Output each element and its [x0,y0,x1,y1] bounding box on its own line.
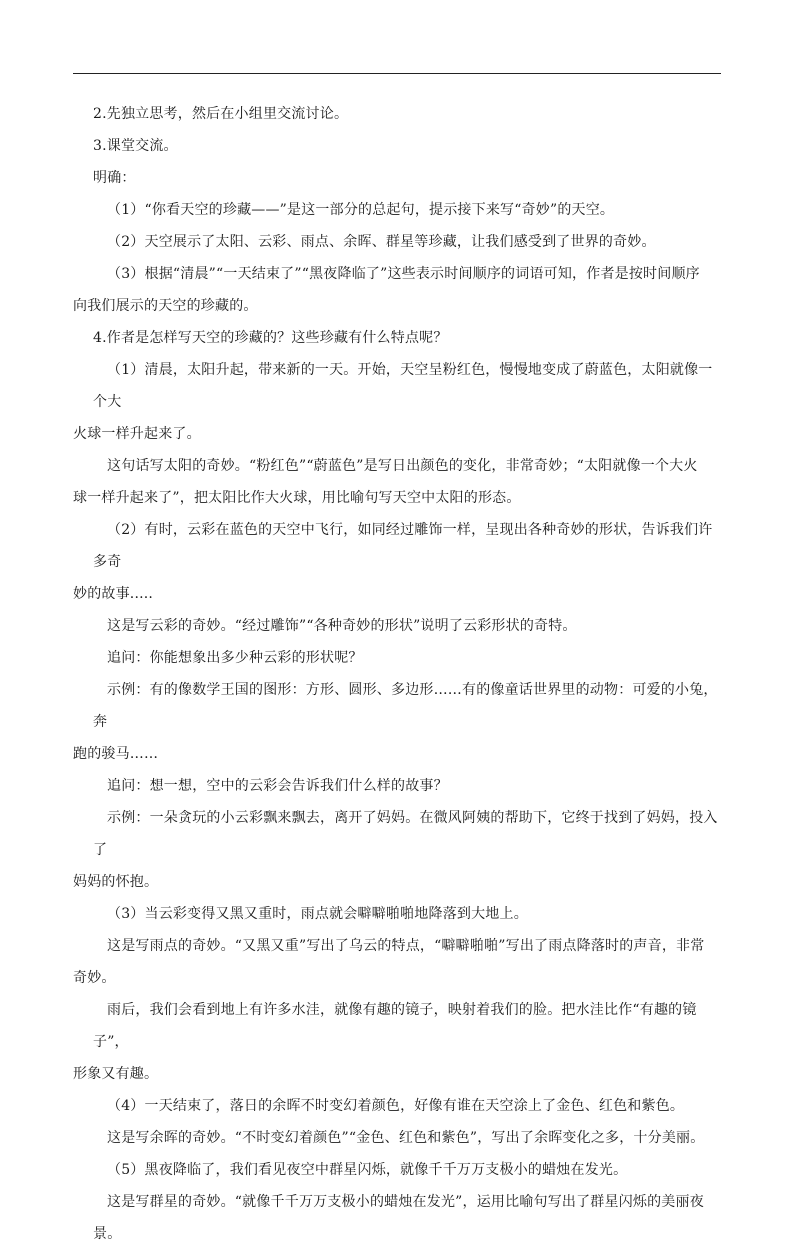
puddle-analysis-cont: 形象又有趣。 [73,1066,159,1082]
follow-up-question-1: 追问：你能想象出多少种云彩的形状呢？ [107,650,363,666]
stars-text: （5）黑夜降临了，我们看见夜空中群星闪烁，就像千千万万支极小的蜡烛在发光。 [107,1162,628,1178]
sunset-analysis: 这是写余晖的奇妙。“不时变幻着颜色”“金色、红色和紫色”，写出了余晖变化之多，十分美丽。 [107,1130,705,1146]
sun-text: （1）清晨，太阳升起，带来新的一天。开始，天空呈粉红色，慢慢地变成了蔚蓝色，太阳就像一个大 [93,362,713,410]
sun-analysis-cont: 球一样升起来了”，把太阳比作大火球，用比喻句写天空中太阳的形态。 [73,490,521,506]
header-rule [73,73,721,74]
sun-analysis: 这句话写太阳的奇妙。“粉红色”“蔚蓝色”是写日出颜色的变化，非常奇妙；“太阳就像一个大火 [107,458,698,474]
sunset-text: （4）一天结束了，落日的余晖不时变幻着颜色，好像有谁在天空涂上了金色、红色和紫色。 [107,1098,685,1114]
cloud-text: （2）有时，云彩在蓝色的天空中飞行，如同经过雕饰一样，呈现出各种奇妙的形状，告诉我们许多奇 [93,522,713,570]
clarify-point-2: （2）天空展示了太阳、云彩、雨点、余晖、群星等珍藏，让我们感受到了世界的奇妙。 [107,234,656,250]
clarify-point-3-cont: 向我们展示的天空的珍藏的。 [73,298,258,314]
step-3: 3.课堂交流。 [93,138,178,154]
cloud-text-cont: 妙的故事..... [73,586,154,602]
clarify-label: 明确： [93,170,136,186]
puddle-analysis: 雨后，我们会看到地上有许多水洼，就像有趣的镜子，映射着我们的脸。把水洼比作“有趣的镜子”， [93,1002,697,1050]
stars-analysis: 这是写群星的奇妙。“就像千千万万支极小的蜡烛在发光”，运用比喻句写出了群星闪烁的美丽夜景。 [93,1194,704,1242]
example-1-cont: 跑的骏马…… [73,746,159,762]
document-body [73,98,725,1250]
example-1: 示例：有的像数学王国的图形：方形、圆形、多边形……有的像童话世界里的动物：可爱的小兔，奔 [93,682,718,730]
example-2-cont: 妈妈的怀抱。 [73,874,159,890]
follow-up-question-2: 追问：想一想，空中的云彩会告诉我们什么样的故事？ [107,778,448,794]
clarify-point-1: （1）“你看天空的珍藏——”是这一部分的总起句，提示接下来写“奇妙”的天空。 [107,202,615,218]
clarify-point-3: （3）根据“清晨”“一天结束了”“黑夜降临了”这些表示时间顺序的词语可知，作者是按时间顺序 [107,266,700,282]
rain-analysis-cont: 奇妙。 [73,970,116,986]
rain-text: （3）当云彩变得又黑又重时，雨点就会噼噼啪啪地降落到大地上。 [107,906,528,922]
rain-analysis: 这是写雨点的奇妙。“又黑又重”写出了乌云的特点，“噼噼啪啪”写出了雨点降落时的声音，非常 [107,938,705,954]
example-2: 示例：一朵贪玩的小云彩飘来飘去，离开了妈妈。在微风阿姨的帮助下，它终于找到了妈妈，投入了 [93,810,718,858]
sun-text-cont: 火球一样升起来了。 [73,426,201,442]
step-2: 2.先独立思考，然后在小组里交流讨论。 [93,106,349,122]
cloud-analysis: 这是写云彩的奇妙。“经过雕饰”“各种奇妙的形状”说明了云彩形状的奇特。 [107,618,577,634]
step-4: 4.作者是怎样写天空的珍藏的？这些珍藏有什么特点呢？ [93,330,448,346]
